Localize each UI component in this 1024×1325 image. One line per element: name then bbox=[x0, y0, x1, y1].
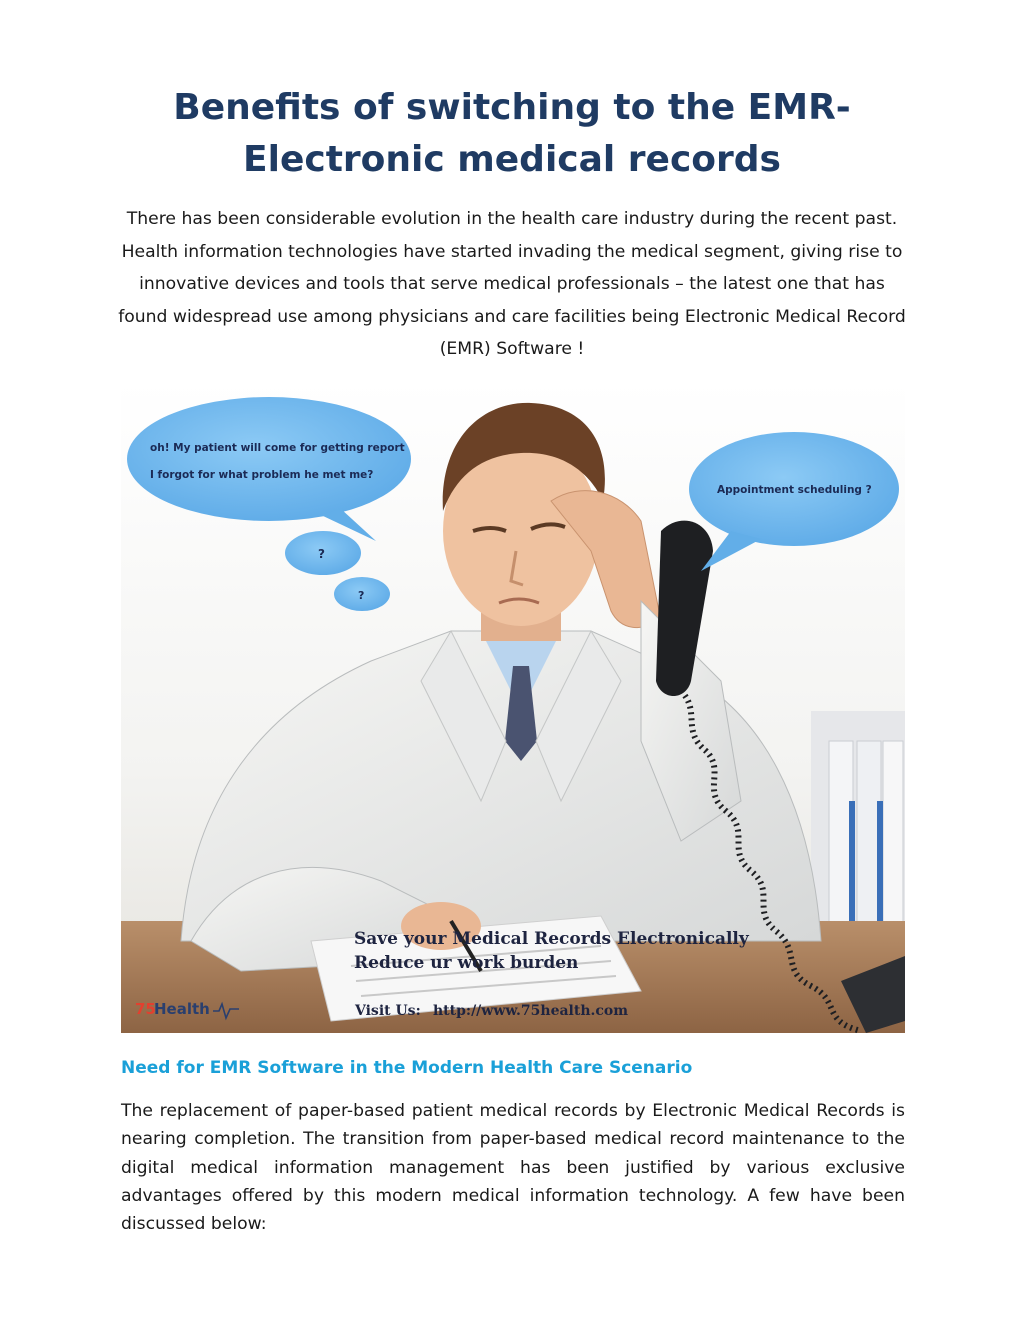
banner-line-2: Reduce ur work burden bbox=[354, 953, 579, 973]
visit-url: http://www.75health.com bbox=[433, 1003, 629, 1019]
title-line-2: Electronic medical records bbox=[243, 139, 781, 180]
visit-label: Visit Us: bbox=[355, 1003, 421, 1019]
logo-suffix: Health bbox=[154, 1000, 210, 1018]
bubble-right-text: Appointment scheduling ? bbox=[717, 484, 872, 496]
title-line-1: Benefits of switching to the EMR- bbox=[173, 87, 851, 128]
bubble-left-line-1: oh! My patient will come for getting report bbox=[150, 442, 405, 454]
bubble-left-line-2: I forgot for what problem he met me? bbox=[150, 469, 374, 481]
hero-image bbox=[121, 381, 905, 1033]
section-heading: Need for EMR Software in the Modern Health Care Scenario bbox=[121, 1058, 693, 1078]
section-body-paragraph: The replacement of paper-based patient medical records by Electronic Medical Records is nearing completion. The transition from paper-based medical record maintenance to the digital medical information management has been justified by various exclusive advantages offered by this modern medical information technology. A few have been discussed below: bbox=[121, 1101, 905, 1235]
logo-prefix: 75 bbox=[135, 1000, 156, 1018]
bubble-q2-text: ? bbox=[358, 589, 365, 602]
speech-bubble-question-1 bbox=[285, 531, 361, 575]
intro-paragraph: There has been considerable evolution in the health care industry during the recent past. Health information technologies have started invading the medical segment, giving rise to innovative devices and tools that serve medical professionals – the latest one that has found widespread use among physicians and care facilities being Electronic Medical Record (EMR) Software ! bbox=[118, 209, 906, 359]
banner-line-1: Save your Medical Records Electronically bbox=[354, 929, 749, 949]
page-title bbox=[100, 82, 924, 186]
bubble-q1-text: ? bbox=[318, 547, 325, 561]
speech-bubble-question-2 bbox=[334, 577, 390, 611]
